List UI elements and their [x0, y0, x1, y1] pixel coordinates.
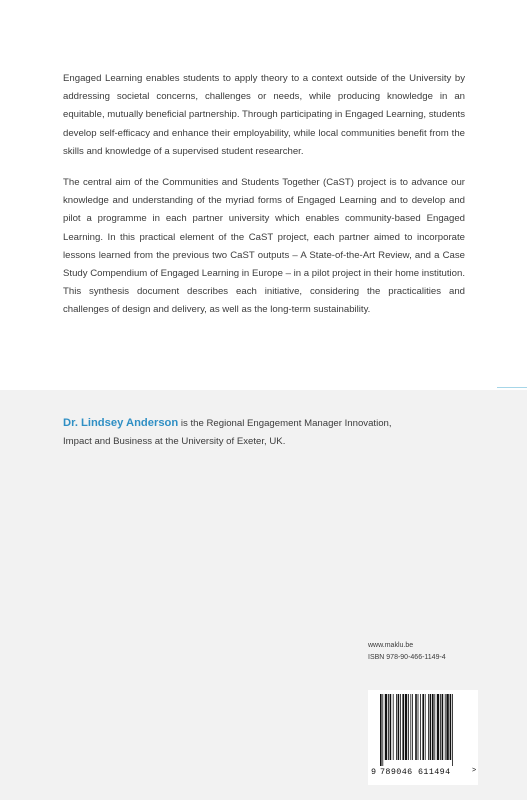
barcode-bar — [402, 694, 404, 760]
barcode-bar — [385, 694, 387, 760]
barcode-bar — [430, 694, 432, 760]
barcode-bar — [437, 694, 439, 760]
barcode-bar — [442, 694, 444, 760]
author-name: Dr. Lindsey Anderson — [63, 417, 179, 429]
barcode-bar — [398, 694, 400, 760]
barcode-bar — [422, 694, 424, 760]
barcode-bar — [405, 694, 407, 760]
barcode-bar — [412, 694, 413, 760]
barcode-bar — [408, 694, 409, 760]
barcode-bar — [380, 694, 382, 766]
barcode-bar — [396, 694, 397, 760]
description-paragraph-2: The central aim of the Communities and Students Together (CaST) project is to advance our knowledge and understanding of the myriad forms of Engaged Learning and to develop and pilot a programme in each partner university which enables community-based Engaged Learning. In this practical element of the CaST project, each partner aimed to incorporate lessons learned from the previous two CaST outputs – A State-of-the-Art Review, and a Case Study Compendium of Engaged Learning in Europe – in a pilot project in their home institution. This synthesis document describes each initiative, considering the practicalities and challenges of design and delivery, as well as the long-term sustainability. — [63, 177, 465, 316]
barcode-bar — [432, 694, 434, 760]
barcode-bar — [382, 694, 383, 766]
publisher-info — [368, 640, 488, 664]
author-bio-line-2: Impact and Business at the University of Exeter, UK. — [63, 436, 286, 447]
barcode-bar — [390, 694, 392, 760]
barcode-bar — [446, 694, 448, 760]
barcode-bar — [428, 694, 429, 760]
author-bio — [63, 414, 483, 451]
publisher-website: www.maklu.be — [368, 642, 414, 649]
divider-accent-line — [497, 387, 527, 388]
isbn-barcode — [368, 690, 478, 785]
barcode-bar — [445, 694, 446, 760]
barcode-bar — [418, 694, 419, 760]
barcode-bar — [393, 694, 394, 760]
author-bio-line-1: is the Regional Engagement Manager Innovation, — [178, 418, 392, 429]
barcode-bar — [400, 694, 401, 760]
barcode-bar — [434, 694, 435, 760]
barcode-lead-digit: 9 — [371, 767, 377, 777]
back-cover-top-panel — [0, 0, 527, 390]
barcode-bar — [440, 694, 441, 760]
barcode-number: 789046 611494 — [380, 767, 451, 777]
barcode-bar — [420, 694, 421, 760]
barcode-bar — [388, 694, 389, 760]
barcode-bar — [450, 694, 452, 760]
back-cover-bottom-panel — [0, 390, 527, 800]
barcode-bar — [410, 694, 411, 760]
description-paragraph-1: Engaged Learning enables students to apply theory to a context outside of the University by addressing societal concerns, challenges or needs, while producing knowledge in an equitable, mutually beneficial partnership. Through participating in Engaged Learning, students develop self-efficacy and enhance their employability, while local communities benefit from the skills and knowledge of a supervised student researcher. — [63, 73, 465, 157]
barcode-bar — [425, 694, 426, 760]
barcode-bar — [452, 694, 453, 766]
barcode-tail-mark: > — [472, 767, 477, 775]
isbn-text: ISBN 978-90-466-1149-4 — [368, 654, 446, 661]
barcode-bar — [415, 694, 417, 760]
barcode-bars — [372, 694, 474, 766]
